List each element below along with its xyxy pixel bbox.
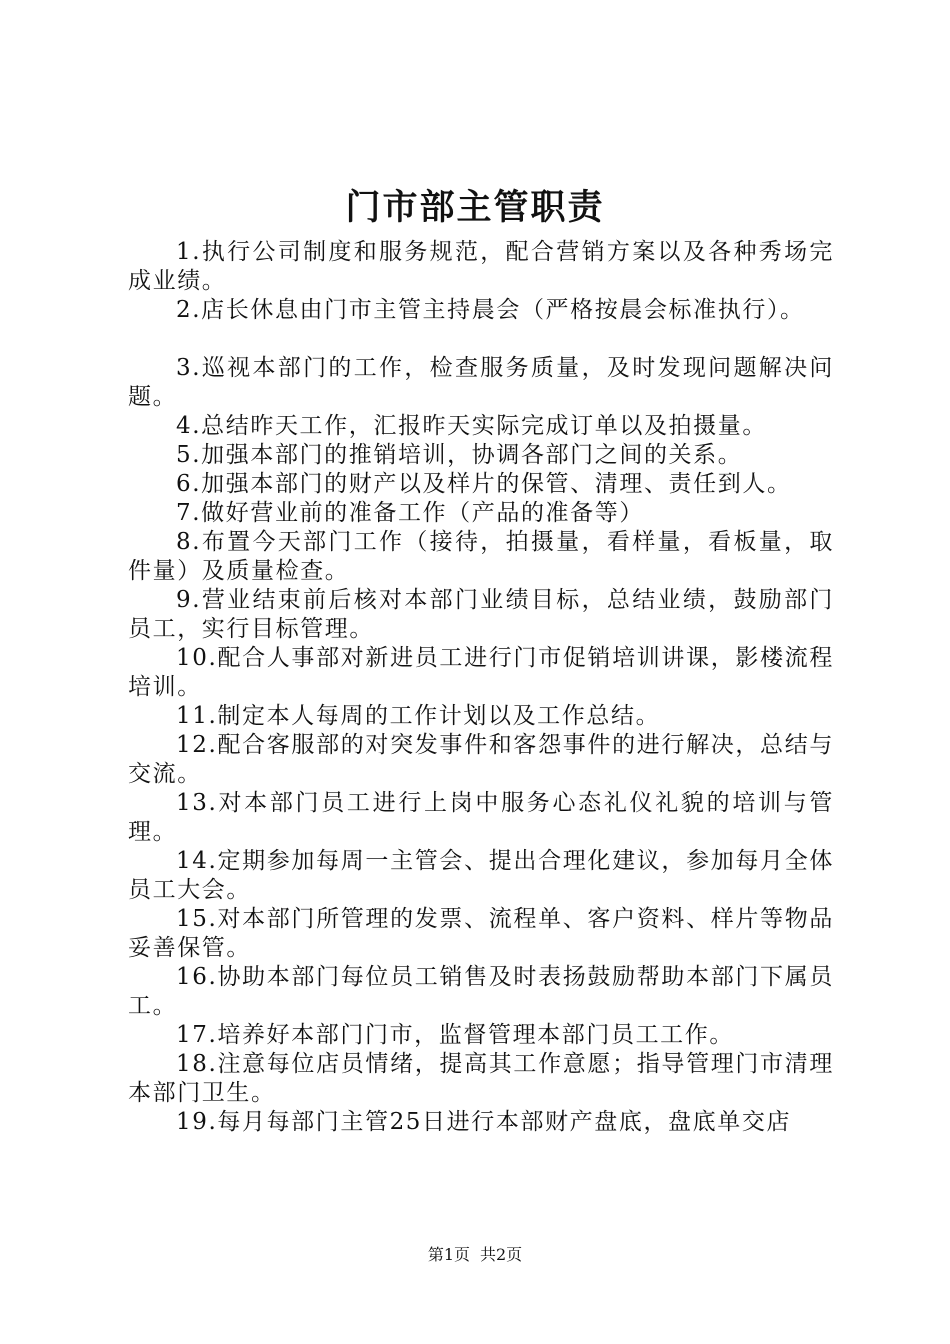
duty-item-8: 8.布置今天部门工作（接待，拍摄量，看样量，看板量，取件量）及质量检查。: [128, 529, 834, 584]
duty-item-5: 5.加强本部门的推销培训，协调各部门之间的关系。: [176, 442, 743, 468]
page-number: 第1页: [427, 1245, 470, 1264]
duty-item-1: 1.执行公司制度和服务规范，配合营销方案以及各种秀场完成业绩。: [128, 239, 834, 294]
duty-item-14: 14.定期参加每周一主管会、提出合理化建议，参加每月全体员工大会。: [128, 848, 834, 903]
duty-item-17: 17.培养好本部门门市，监督管理本部门员工工作。: [176, 1022, 734, 1048]
duty-item-12: 12.配合客服部的对突发事件和客怨事件的进行解决，总结与交流。: [128, 732, 834, 787]
duty-item-16: 16.协助本部门每位员工销售及时表扬鼓励帮助本部门下属员工。: [128, 964, 834, 1019]
duty-item-15: 15.对本部门所管理的发票、流程单、客户资料、样片等物品妥善保管。: [128, 906, 834, 961]
duty-item-11: 11.制定本人每周的工作计划以及工作总结。: [176, 703, 661, 729]
duty-item-7: 7.做好营业前的准备工作（产品的准备等）: [176, 500, 644, 526]
duty-item-6: 6.加强本部门的财产以及样片的保管、清理、责任到人。: [176, 471, 792, 497]
duty-item-2: 2.店长休息由门市主管主持晨会（严格按晨会标准执行）。: [176, 297, 805, 323]
duty-item-9: 9.营业结束前后核对本部门业绩目标，总结业绩，鼓励部门员工，实行目标管理。: [128, 587, 834, 642]
duty-item-3: 3.巡视本部门的工作，检查服务质量，及时发现问题解决问题。: [128, 355, 834, 410]
page-total: 共2页: [480, 1245, 523, 1264]
page-footer: [0, 1244, 950, 1266]
duty-item-19: 19.每月每部门主管25日进行本部财产盘底，盘底单交店: [176, 1109, 792, 1135]
duty-item-18: 18.注意每位店员情绪，提高其工作意愿；指导管理门市清理本部门卫生。: [128, 1051, 834, 1106]
document-title: 门市部主管职责: [345, 187, 605, 228]
duty-list: [128, 238, 834, 1137]
duty-item-10: 10.配合人事部对新进员工进行门市促销培训讲课，影楼流程培训。: [128, 645, 834, 700]
duty-item-13: 13.对本部门员工进行上岗中服务心态礼仪礼貌的培训与管理。: [128, 790, 834, 845]
duty-item-4: 4.总结昨天工作，汇报昨天实际完成订单以及拍摄量。: [176, 413, 767, 439]
